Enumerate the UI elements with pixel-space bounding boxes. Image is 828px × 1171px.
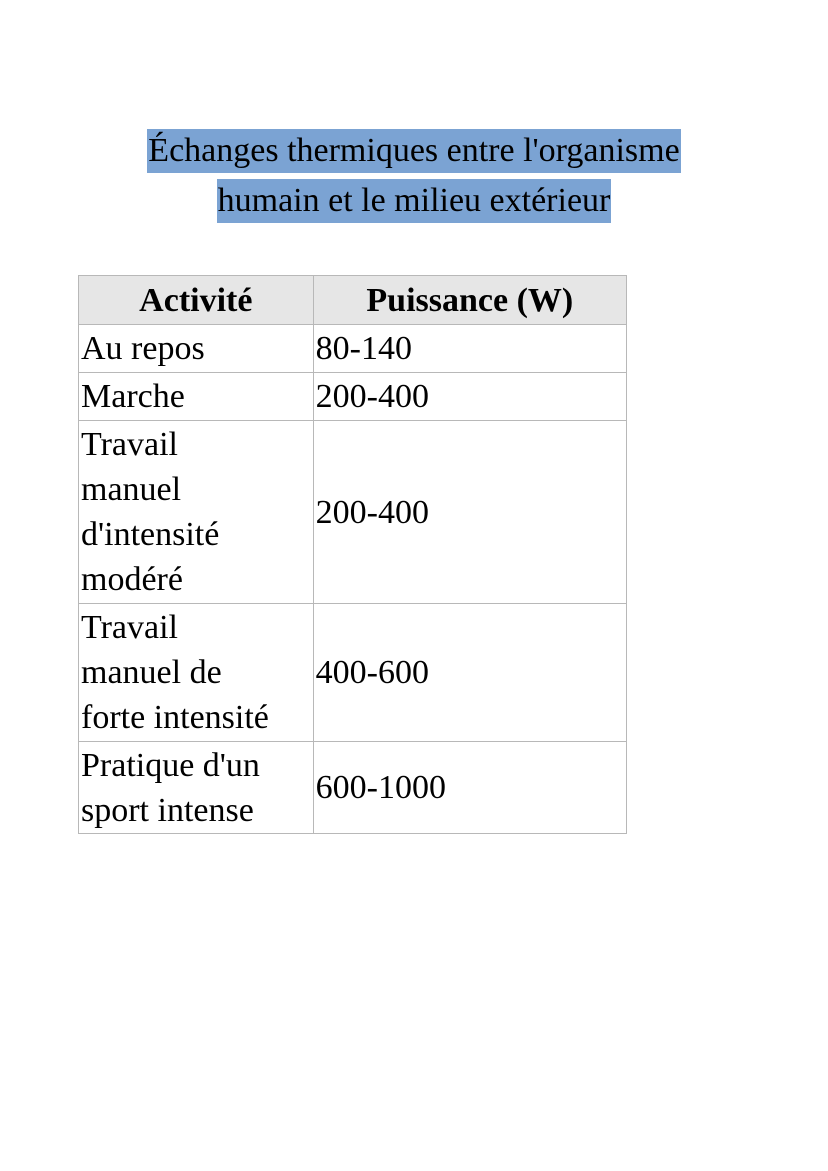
activity-text: forte intensité (81, 699, 269, 736)
power-cell: 600-1000 (313, 742, 626, 834)
activity-text: Travail (81, 426, 178, 463)
table-row (79, 325, 627, 373)
table-row (79, 421, 627, 604)
activity-cell (79, 373, 314, 421)
table-header-row (79, 276, 627, 325)
activity-text: Marche (81, 378, 185, 415)
document-title (0, 126, 828, 226)
activity-text: manuel (81, 471, 182, 508)
power-cell: 80-140 (313, 325, 626, 373)
activity-cell (79, 604, 314, 742)
power-cell: 200-400 (313, 421, 626, 604)
header-power: Puissance (W) (313, 276, 626, 325)
activity-text: d'intensité (81, 516, 220, 553)
table-row (79, 604, 627, 742)
power-cell: 200-400 (313, 373, 626, 421)
activity-cell (79, 421, 314, 604)
activity-cell (79, 325, 314, 373)
activity-power-table (78, 275, 627, 834)
header-activity: Activité (79, 276, 314, 325)
power-cell: 400-600 (313, 604, 626, 742)
activity-text: Au repos (81, 330, 205, 367)
activity-text: Pratique d'un (81, 746, 260, 784)
activity-text: manuel de (81, 654, 222, 691)
table-row (79, 742, 627, 834)
title-line-1: Échanges thermiques entre l'organisme (147, 129, 680, 173)
table-row (79, 373, 627, 421)
title-line-2: humain et le milieu extérieur (217, 179, 612, 223)
activity-text: Travail (81, 609, 178, 646)
activity-text: modéré (81, 561, 183, 598)
activity-text: sport intense (81, 791, 254, 829)
activity-cell (79, 742, 314, 834)
